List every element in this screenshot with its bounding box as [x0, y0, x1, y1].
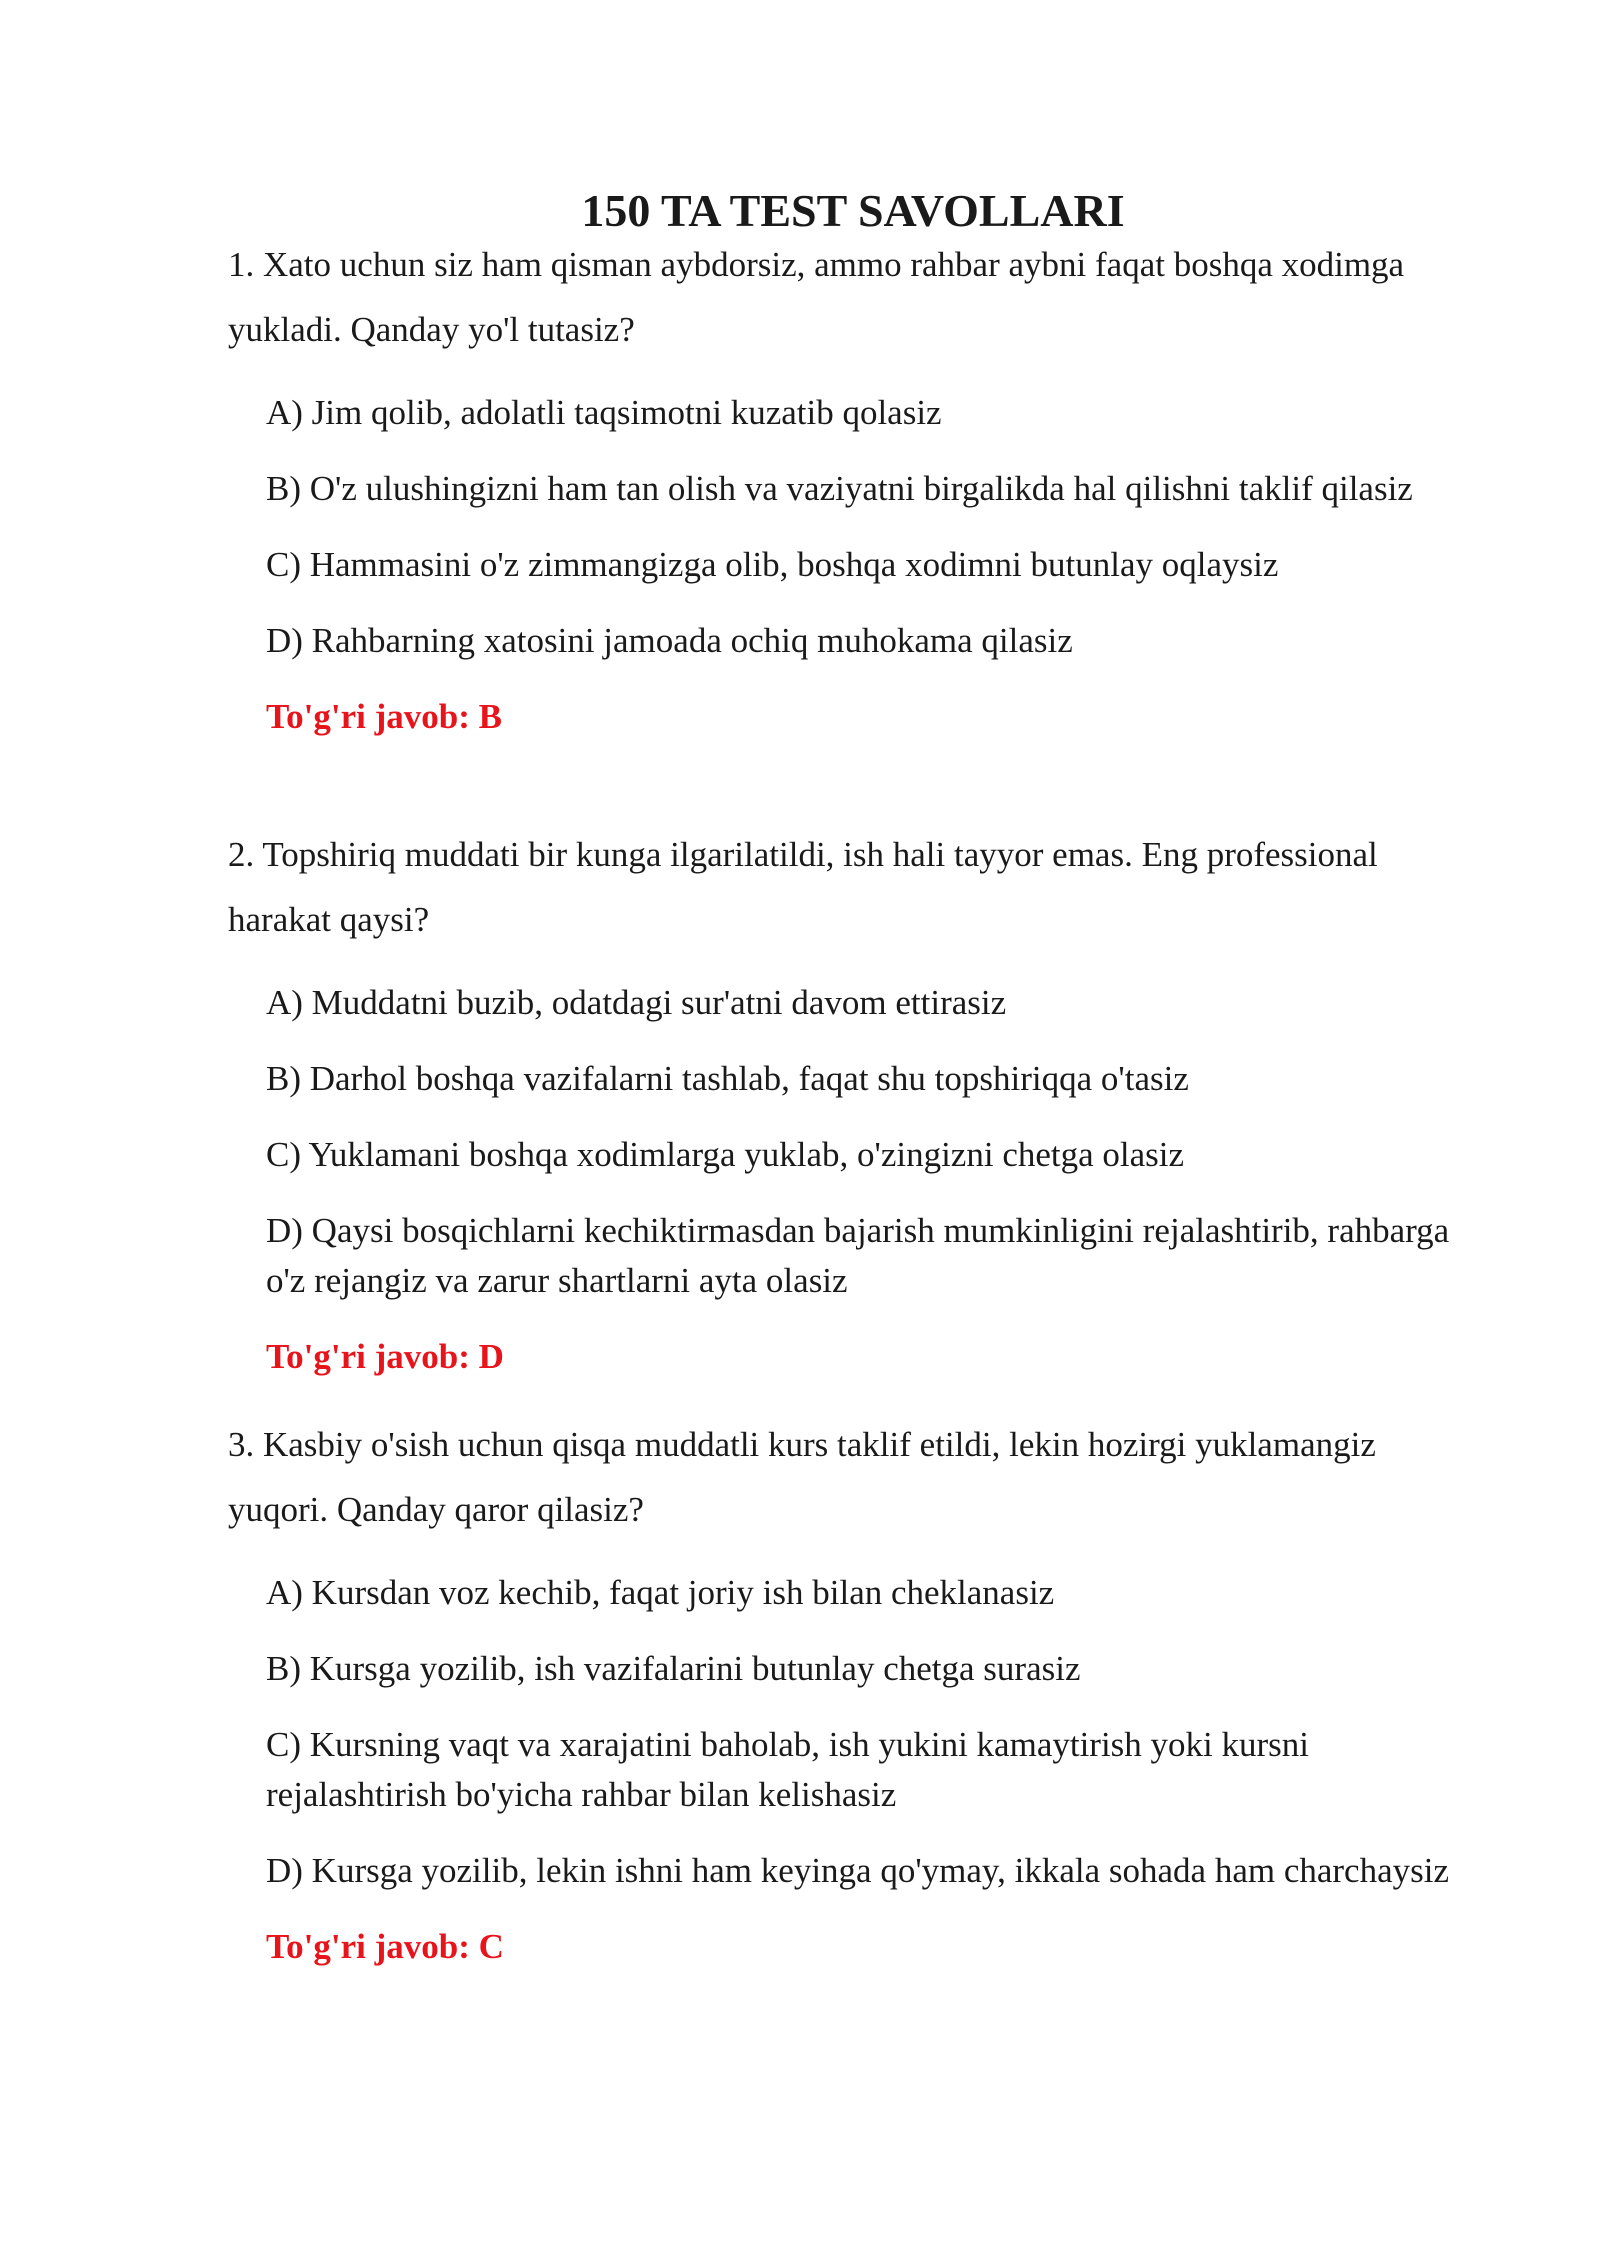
question-text: 3. Kasbiy o'sish uchun qisqa muddatli kurs taklif etildi, lekin hozirgi yuklamangiz yuqori. Qanday qaror qilasiz?	[228, 1425, 1376, 1529]
question-1	[228, 232, 1478, 742]
option-b: B) O'z ulushingizni ham tan olish va vaziyatni birgalikda hal qilishni taklif qilasiz	[266, 469, 1413, 508]
correct-answer: To'g'ri javob: D	[266, 1337, 504, 1376]
option-d: D) Qaysi bosqichlarni kechiktirmasdan bajarish mumkinligini rejalashtirib, rahbarga o'z rejangiz va zarur shartlarni ayta olasiz	[266, 1211, 1450, 1300]
options-list	[228, 388, 1478, 666]
question-3	[228, 1412, 1478, 1972]
question-text: 2. Topshiriq muddati bir kunga ilgarilatildi, ish hali tayyor emas. Eng professional harakat qaysi?	[228, 835, 1378, 939]
option-c: C) Kursning vaqt va xarajatini baholab, ish yukini kamaytirish yoki kursni rejalashtirish bo'yicha rahbar bilan kelishasiz	[266, 1725, 1310, 1814]
question-2	[228, 822, 1478, 1382]
option-d: D) Rahbarning xatosini jamoada ochiq muhokama qilasiz	[266, 621, 1073, 660]
question-text: 1. Xato uchun siz ham qisman aybdorsiz, ammo rahbar aybni faqat boshqa xodimga yukladi. Qanday yo'l tutasiz?	[228, 245, 1405, 349]
option-d: D) Kursga yozilib, lekin ishni ham keyinga qo'ymay, ikkala sohada ham charchaysiz	[266, 1851, 1450, 1890]
document-title: 150 TA TEST SAVOLLARI	[581, 184, 1125, 236]
options-list	[228, 978, 1478, 1306]
option-b: B) Kursga yozilib, ish vazifalarini butunlay chetga surasiz	[266, 1649, 1081, 1688]
option-a: A) Muddatni buzib, odatdagi sur'atni davom ettirasiz	[266, 983, 1007, 1022]
option-c: C) Hammasini o'z zimmangizga olib, boshqa xodimni butunlay oqlaysiz	[266, 545, 1279, 584]
option-c: C) Yuklamani boshqa xodimlarga yuklab, o'zingizni chetga olasiz	[266, 1135, 1185, 1174]
correct-answer: To'g'ri javob: B	[266, 697, 502, 736]
option-b: B) Darhol boshqa vazifalarni tashlab, faqat shu topshiriqqa o'tasiz	[266, 1059, 1189, 1098]
correct-answer: To'g'ri javob: C	[266, 1927, 504, 1966]
option-a: A) Kursdan voz kechib, faqat joriy ish bilan cheklanasiz	[266, 1573, 1055, 1612]
options-list	[228, 1568, 1478, 1896]
option-a: A) Jim qolib, adolatli taqsimotni kuzatib qolasiz	[266, 393, 942, 432]
